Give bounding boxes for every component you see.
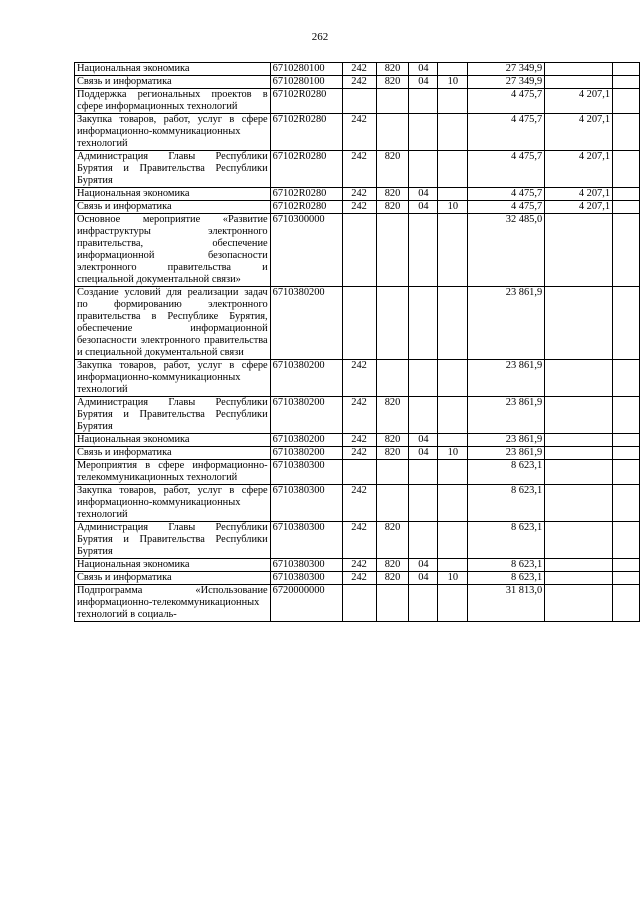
row-amount: 4 475,7	[468, 188, 545, 201]
row-section	[409, 89, 438, 114]
row-ministry-code	[376, 585, 409, 622]
page-number: 262	[311, 31, 329, 43]
row-ministry-code: 820	[376, 63, 409, 76]
row-subsection	[438, 188, 468, 201]
budget-table-body	[75, 63, 640, 622]
row-name: Связь и информатика	[75, 201, 271, 214]
row-subsection	[438, 287, 468, 360]
row-amount-2	[545, 572, 613, 585]
table-row	[75, 114, 640, 151]
row-ministry-code: 820	[376, 447, 409, 460]
row-amount-2: 4 207,1	[545, 201, 613, 214]
row-amount: 8 623,1	[468, 460, 545, 485]
row-empty-cell	[613, 485, 640, 522]
row-empty-cell	[613, 201, 640, 214]
row-code: 6710380200	[270, 287, 342, 360]
row-amount: 4 475,7	[468, 201, 545, 214]
table-row	[75, 434, 640, 447]
row-expense-type: 242	[342, 522, 376, 559]
row-code: 6710380300	[270, 572, 342, 585]
row-name: Связь и информатика	[75, 76, 271, 89]
row-name: Связь и информатика	[75, 572, 271, 585]
row-ministry-code: 820	[376, 522, 409, 559]
table-row	[75, 360, 640, 397]
row-name: Мероприятия в сфере информационно-телекоммуникационных технологий	[75, 460, 271, 485]
row-subsection	[438, 89, 468, 114]
row-name: Поддержка региональных проектов в сфере информационных технологий	[75, 89, 271, 114]
row-ministry-code	[376, 89, 409, 114]
row-code: 67102R0280	[270, 188, 342, 201]
row-expense-type: 242	[342, 151, 376, 188]
row-section: 04	[409, 63, 438, 76]
row-subsection	[438, 585, 468, 622]
row-expense-type: 242	[342, 447, 376, 460]
row-subsection: 10	[438, 572, 468, 585]
table-row	[75, 89, 640, 114]
row-ministry-code	[376, 214, 409, 287]
row-amount-2	[545, 63, 613, 76]
row-amount-2	[545, 522, 613, 559]
row-amount-2	[545, 460, 613, 485]
row-ministry-code	[376, 287, 409, 360]
table-row	[75, 572, 640, 585]
table-row	[75, 460, 640, 485]
row-amount: 31 813,0	[468, 585, 545, 622]
row-empty-cell	[613, 188, 640, 201]
row-expense-type: 242	[342, 434, 376, 447]
row-section	[409, 214, 438, 287]
row-name: Национальная экономика	[75, 188, 271, 201]
row-code: 6710380300	[270, 485, 342, 522]
row-ministry-code: 820	[376, 188, 409, 201]
row-amount-2	[545, 287, 613, 360]
row-ministry-code: 820	[376, 434, 409, 447]
row-amount-2: 4 207,1	[545, 188, 613, 201]
row-subsection: 10	[438, 201, 468, 214]
row-expense-type: 242	[342, 76, 376, 89]
table-row	[75, 151, 640, 188]
row-subsection	[438, 485, 468, 522]
row-section: 04	[409, 434, 438, 447]
row-code: 6710380200	[270, 397, 342, 434]
row-section: 04	[409, 447, 438, 460]
row-amount-2	[545, 360, 613, 397]
row-code: 6710380300	[270, 460, 342, 485]
table-row	[75, 585, 640, 622]
row-section	[409, 287, 438, 360]
table-row	[75, 559, 640, 572]
row-expense-type: 242	[342, 397, 376, 434]
row-empty-cell	[613, 114, 640, 151]
row-ministry-code	[376, 485, 409, 522]
row-amount: 8 623,1	[468, 485, 545, 522]
row-expense-type: 242	[342, 114, 376, 151]
row-amount: 8 623,1	[468, 572, 545, 585]
row-empty-cell	[613, 287, 640, 360]
row-code: 6710380200	[270, 434, 342, 447]
row-empty-cell	[613, 151, 640, 188]
row-amount: 23 861,9	[468, 287, 545, 360]
row-amount: 32 485,0	[468, 214, 545, 287]
row-code: 6710380300	[270, 522, 342, 559]
table-row	[75, 287, 640, 360]
row-code: 6710380200	[270, 360, 342, 397]
row-expense-type	[342, 214, 376, 287]
row-name: Администрация Главы Республики Бурятия и Правительства Республики Бурятия	[75, 151, 271, 188]
row-amount-2	[545, 76, 613, 89]
row-name: Основное мероприятие «Развитие инфраструктуры электронного правительства, обеспечение информационной безопасности электронного правительства и специальной документальной связи»	[75, 214, 271, 287]
row-name: Связь и информатика	[75, 447, 271, 460]
row-section	[409, 360, 438, 397]
row-amount: 23 861,9	[468, 447, 545, 460]
row-subsection	[438, 151, 468, 188]
row-section	[409, 522, 438, 559]
row-amount-2: 4 207,1	[545, 151, 613, 188]
row-amount: 4 475,7	[468, 114, 545, 151]
row-amount: 27 349,9	[468, 63, 545, 76]
row-subsection	[438, 460, 468, 485]
row-empty-cell	[613, 89, 640, 114]
row-expense-type	[342, 460, 376, 485]
row-code: 6710380200	[270, 447, 342, 460]
row-code: 6710280100	[270, 76, 342, 89]
row-amount: 8 623,1	[468, 522, 545, 559]
row-subsection	[438, 63, 468, 76]
row-ministry-code	[376, 460, 409, 485]
table-row	[75, 522, 640, 559]
row-expense-type: 242	[342, 559, 376, 572]
row-ministry-code: 820	[376, 76, 409, 89]
row-empty-cell	[613, 397, 640, 434]
row-ministry-code: 820	[376, 151, 409, 188]
row-code: 6710280100	[270, 63, 342, 76]
row-expense-type: 242	[342, 63, 376, 76]
row-code: 67102R0280	[270, 151, 342, 188]
row-amount-2: 4 207,1	[545, 89, 613, 114]
row-empty-cell	[613, 360, 640, 397]
row-name: Закупка товаров, работ, услуг в сфере информационно-коммуникационных технологий	[75, 485, 271, 522]
row-code: 6720000000	[270, 585, 342, 622]
row-empty-cell	[613, 572, 640, 585]
row-section: 04	[409, 76, 438, 89]
row-name: Подпрограмма «Использование информационно-телекоммуникационных технологий в социаль-	[75, 585, 271, 622]
row-ministry-code	[376, 360, 409, 397]
row-subsection	[438, 360, 468, 397]
row-name: Закупка товаров, работ, услуг в сфере информационно-коммуникационных технологий	[75, 360, 271, 397]
row-subsection: 10	[438, 447, 468, 460]
row-empty-cell	[613, 460, 640, 485]
row-name: Закупка товаров, работ, услуг в сфере информационно-коммуникационных технологий	[75, 114, 271, 151]
row-empty-cell	[613, 522, 640, 559]
row-ministry-code: 820	[376, 201, 409, 214]
row-code: 67102R0280	[270, 201, 342, 214]
row-amount: 23 861,9	[468, 397, 545, 434]
table-row	[75, 397, 640, 434]
row-subsection	[438, 214, 468, 287]
row-amount-2: 4 207,1	[545, 114, 613, 151]
row-expense-type: 242	[342, 201, 376, 214]
row-subsection	[438, 434, 468, 447]
row-name: Национальная экономика	[75, 559, 271, 572]
row-empty-cell	[613, 434, 640, 447]
row-subsection	[438, 559, 468, 572]
row-amount: 8 623,1	[468, 559, 545, 572]
table-row	[75, 76, 640, 89]
row-amount-2	[545, 447, 613, 460]
row-section	[409, 151, 438, 188]
row-section	[409, 397, 438, 434]
budget-table	[74, 62, 640, 622]
row-expense-type: 242	[342, 485, 376, 522]
row-expense-type: 242	[342, 188, 376, 201]
row-subsection	[438, 114, 468, 151]
row-ministry-code	[376, 114, 409, 151]
row-amount: 23 861,9	[468, 360, 545, 397]
row-amount-2	[545, 397, 613, 434]
row-ministry-code: 820	[376, 572, 409, 585]
row-amount: 4 475,7	[468, 89, 545, 114]
row-section: 04	[409, 559, 438, 572]
table-row	[75, 214, 640, 287]
row-name: Администрация Главы Республики Бурятия и Правительства Республики Бурятия	[75, 522, 271, 559]
row-subsection	[438, 522, 468, 559]
row-amount-2	[545, 485, 613, 522]
row-expense-type	[342, 287, 376, 360]
row-empty-cell	[613, 76, 640, 89]
row-empty-cell	[613, 214, 640, 287]
row-empty-cell	[613, 447, 640, 460]
row-section: 04	[409, 572, 438, 585]
row-name: Создание условий для реализации задач по формированию электронного правительства в Республике Бурятия, обеспечение информационной безопасности электронного правительства и специальной документальной связи	[75, 287, 271, 360]
row-code: 6710300000	[270, 214, 342, 287]
row-amount: 4 475,7	[468, 151, 545, 188]
row-expense-type	[342, 585, 376, 622]
row-amount-2	[545, 585, 613, 622]
row-section	[409, 485, 438, 522]
row-amount-2	[545, 214, 613, 287]
row-section: 04	[409, 201, 438, 214]
row-ministry-code: 820	[376, 559, 409, 572]
row-ministry-code: 820	[376, 397, 409, 434]
row-section	[409, 460, 438, 485]
row-amount-2	[545, 434, 613, 447]
row-empty-cell	[613, 585, 640, 622]
row-expense-type: 242	[342, 360, 376, 397]
row-expense-type: 242	[342, 572, 376, 585]
row-empty-cell	[613, 559, 640, 572]
table-row	[75, 447, 640, 460]
row-subsection: 10	[438, 76, 468, 89]
row-section	[409, 585, 438, 622]
row-code: 67102R0280	[270, 114, 342, 151]
row-code: 67102R0280	[270, 89, 342, 114]
row-amount: 27 349,9	[468, 76, 545, 89]
table-row	[75, 201, 640, 214]
row-name: Администрация Главы Республики Бурятия и Правительства Республики Бурятия	[75, 397, 271, 434]
table-row	[75, 485, 640, 522]
row-section: 04	[409, 188, 438, 201]
row-name: Национальная экономика	[75, 434, 271, 447]
row-expense-type	[342, 89, 376, 114]
row-subsection	[438, 397, 468, 434]
table-row	[75, 63, 640, 76]
row-code: 6710380300	[270, 559, 342, 572]
row-empty-cell	[613, 63, 640, 76]
row-amount-2	[545, 559, 613, 572]
row-section	[409, 114, 438, 151]
row-name: Национальная экономика	[75, 63, 271, 76]
table-row	[75, 188, 640, 201]
row-amount: 23 861,9	[468, 434, 545, 447]
